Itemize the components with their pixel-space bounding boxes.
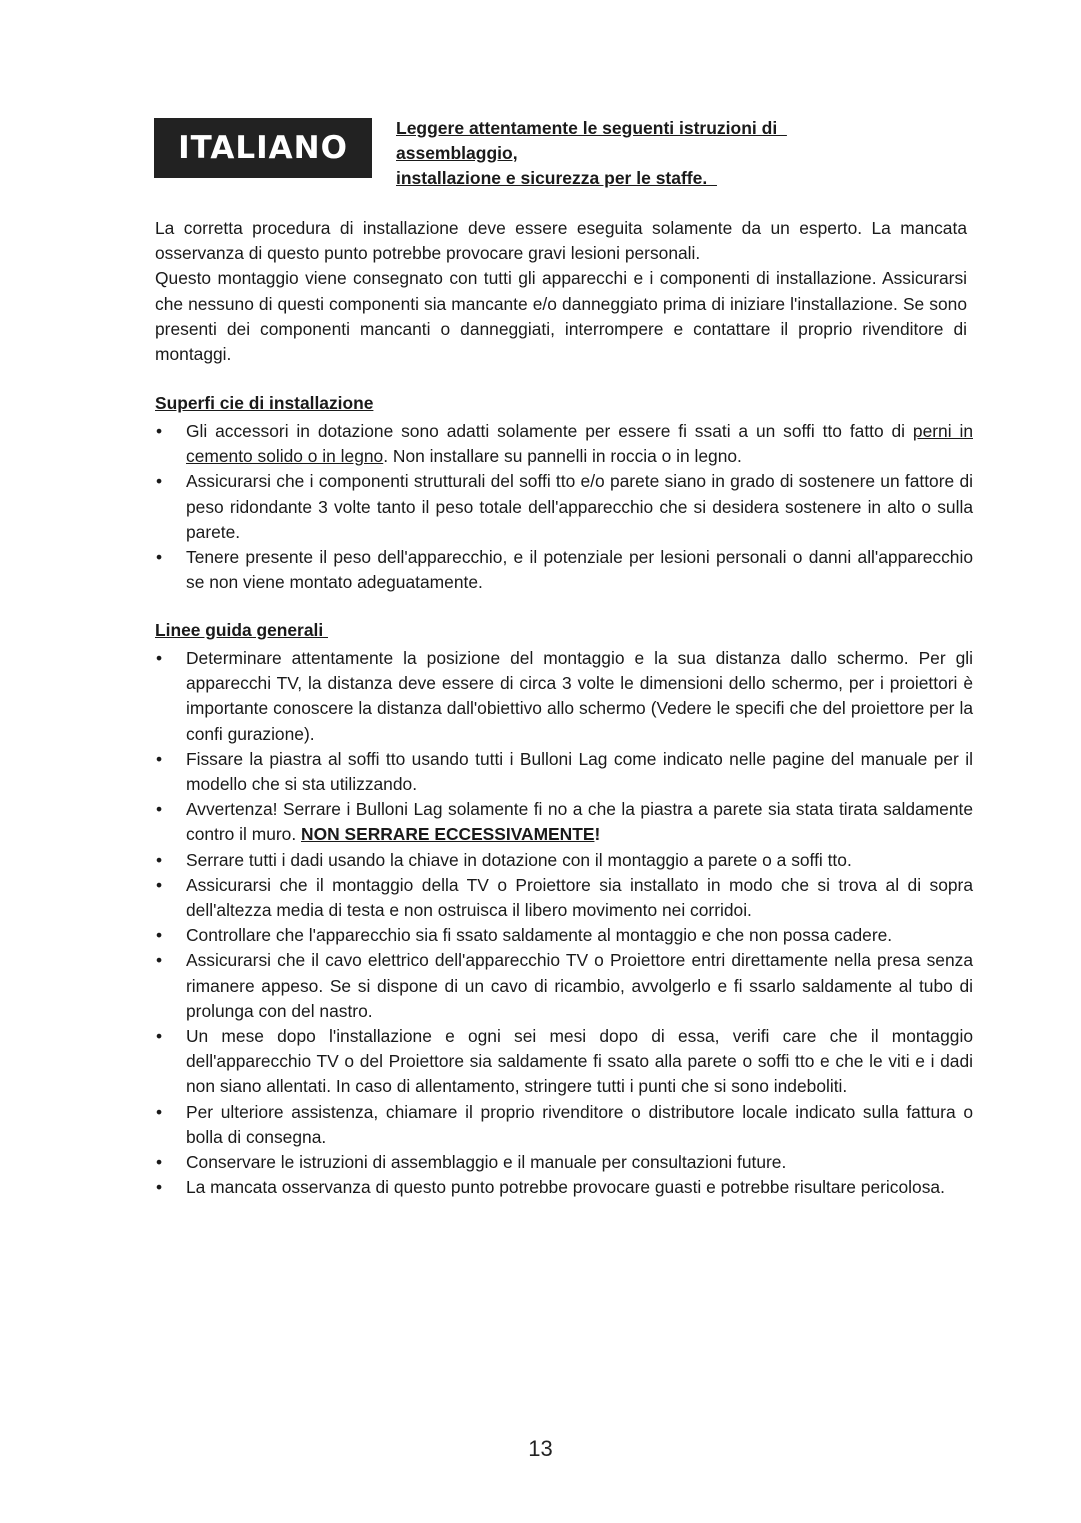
document-title — [396, 116, 866, 191]
warning-exclamation: ! — [594, 824, 601, 845]
warning-text: NON SERRARE ECCESSIVAMENTE — [301, 824, 595, 845]
list-item: • Assicurarsi che il cavo elettrico dell'apparecchio TV o Proiettore entri direttamente nella presa senza rimanere appeso. Se si dispone di un cavo di ricambio, avvolgerlo e fi ssarlo saldamente al tubo di prolunga con del nastro. — [155, 948, 973, 1024]
list-item — [155, 419, 973, 469]
intro-paragraph-2: Questo montaggio viene consegnato con tutti gli apparecchi e i componenti di installazione. Assicurarsi che nessuno di questi componenti sia mancante e/o danneggiato prima di iniziare l'installazione. Se sono presenti dei componenti mancanti o danneggiati, interrompere e contattare il proprio rivenditore di montaggi. — [155, 268, 967, 365]
title-line-3: installazione e sicurezza per le staffe. — [396, 168, 717, 188]
list-item — [155, 797, 973, 847]
section-title-guidelines: Linee guida generali — [155, 620, 328, 640]
surfaces-list — [155, 419, 973, 595]
section-title-surfaces: Superfi cie di installazione — [155, 393, 374, 413]
title-line-1: Leggere attentamente le seguenti istruzioni di — [396, 118, 787, 138]
list-item: • Determinare attentamente la posizione del montaggio e la sua distanza dallo schermo. Per gli apparecchi TV, la distanza deve essere di circa 3 volte le dimensioni dello schermo, per i proiettori è importante conoscere la distanza dall'obiettivo allo schermo (Vedere le specifi che del proiettore per la confi gurazione). — [155, 646, 973, 747]
list-item: • Controllare che l'apparecchio sia fi ssato saldamente al montaggio e che non possa cadere. — [155, 923, 973, 948]
intro-text — [155, 216, 967, 367]
title-line-2: assemblaggio, — [396, 143, 518, 163]
page-number: 13 — [528, 1436, 553, 1461]
list-item: • Assicurarsi che il montaggio della TV o Proiettore sia installato in modo che si trova al di sopra dell'altezza media di testa e non ostruisca il libero movimento nei corridoi. — [155, 873, 973, 923]
bullet-text: Gli accessori in dotazione sono adatti solamente per essere fi ssati a un soffi tto fatto di — [186, 421, 913, 441]
list-item: • Conservare le istruzioni di assemblaggio e il manuale per consultazioni future. — [155, 1150, 973, 1175]
bullet-underlined-text: perni in cemento solido o in legno — [186, 421, 973, 467]
list-item: • La mancata osservanza di questo punto potrebbe provocare guasti e potrebbe risultare pericolosa. — [155, 1175, 973, 1200]
list-item: • Un mese dopo l'installazione e ogni sei mesi dopo di essa, verifi care che il montaggio dell'apparecchio TV o del Proiettore sia saldamente fi ssato alla parete o soffi tto e che le viti e i dadi non siano allentati. In caso di allentamento, stringere tutti i punti che si sono indeboliti. — [155, 1024, 973, 1100]
list-item: • Fissare la piastra al soffi tto usando tutti i Bulloni Lag come indicato nelle pagine del manuale per il modello che si sta utilizzando. — [155, 747, 973, 797]
list-item: • Serrare tutti i dadi usando la chiave in dotazione con il montaggio a parete o a soffi tto. — [155, 848, 973, 873]
list-item: • Tenere presente il peso dell'apparecchio, e il potenziale per lesioni personali o danni all'apparecchio se non viene montato adeguatamente. — [155, 545, 973, 595]
language-badge: ITALIANO — [154, 118, 372, 178]
intro-paragraph-1: La corretta procedura di installazione deve essere eseguita solamente da un esperto. La mancata osservanza di questo punto potrebbe provocare gravi lesioni personali. — [155, 218, 967, 264]
bullet-text: . Non installare su pannelli in roccia o in legno. — [383, 446, 742, 467]
list-item: • Per ulteriore assistenza, chiamare il proprio rivenditore o distributore locale indicato sulla fattura o bolla di consegna. — [155, 1100, 973, 1150]
bullet-text: Avvertenza! Serrare i Bulloni Lag solamente fi no a che la piastra a parete sia stata tirata saldamente contro il muro. — [186, 799, 973, 845]
guidelines-list — [155, 646, 973, 1200]
list-item: • Assicurarsi che i componenti strutturali del soffi tto e/o parete siano in grado di sostenere un fattore di peso ridondante 3 volte tanto il peso totale dell'apparecchio che si desidera sostenere in alto o sulla parete. — [155, 469, 973, 545]
